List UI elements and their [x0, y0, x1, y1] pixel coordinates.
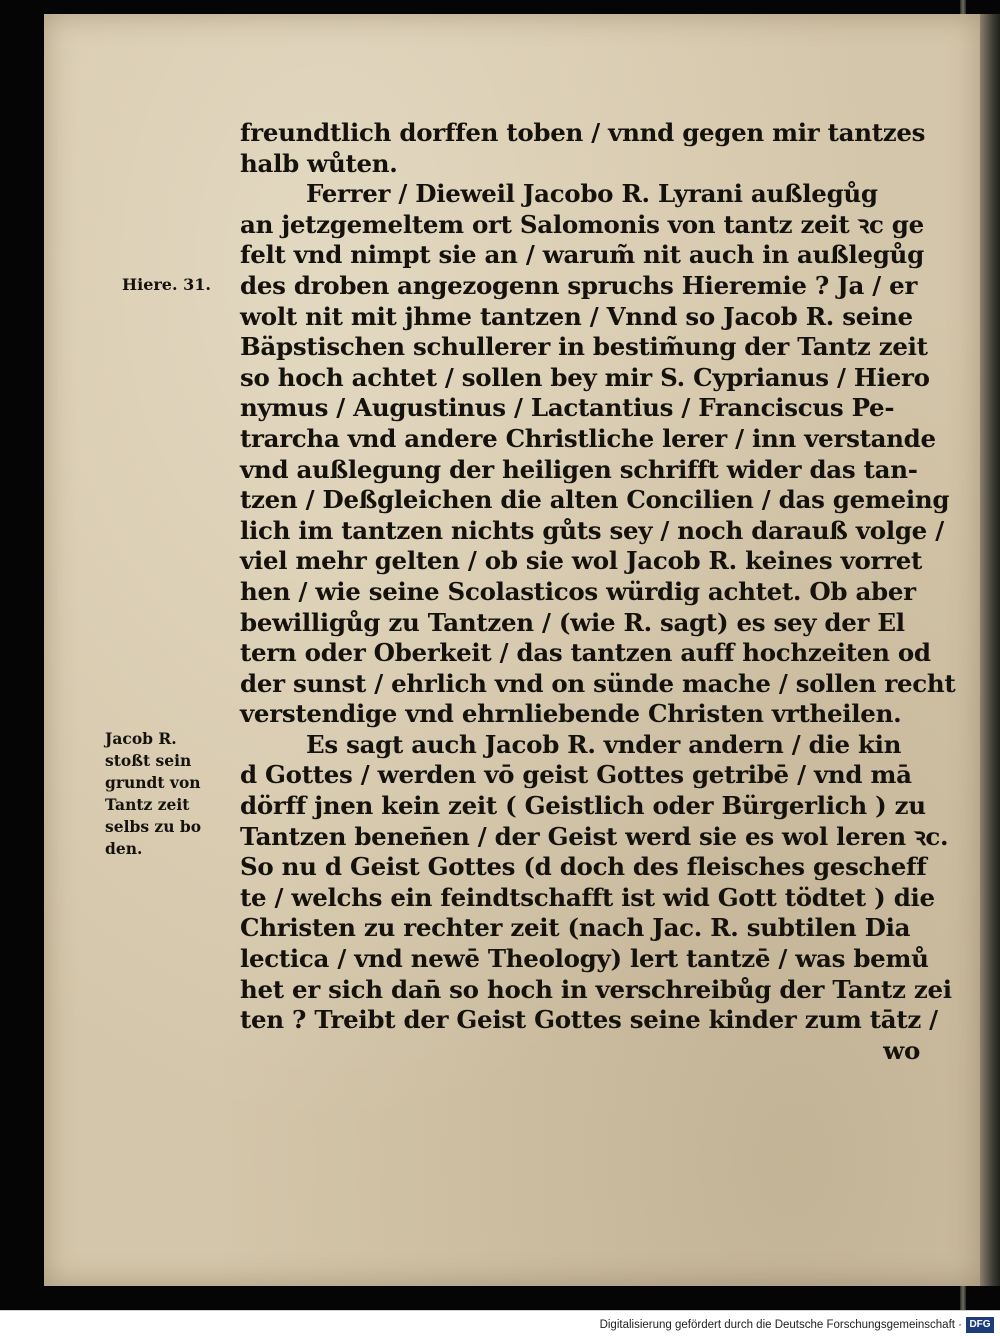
- margin-note-line: selbs zu bo: [105, 817, 202, 836]
- text-line: wolt nit mit jhme tantzen / Vnnd so Jacob R. seine: [240, 301, 913, 331]
- text-line: vnd außlegung der heiligen schrifft wider das tan-: [240, 454, 918, 484]
- margin-note-line: grundt von: [105, 773, 201, 792]
- footer-bar: [0, 1310, 1000, 1339]
- text-line: freundtlich dorffen toben / vnnd gegen mir tantzes: [240, 118, 926, 147]
- text-line: Bäpstischen schullerer in bestim̃ung der Tantz zeit: [240, 332, 928, 362]
- text-line: viel mehr gelten / ob sie wol Jacob R. keines vorret: [240, 546, 923, 576]
- text-line: tzen / Deßgleichen die alten Concilien / das gemeing: [240, 485, 950, 515]
- funding-credit: Digitalisierung gefördert durch die Deutsche Forschungsgemeinschaft ·: [599, 1319, 962, 1331]
- text-line: verstendige vnd ehrnliebende Christen vrtheilen.: [240, 699, 902, 729]
- text-line: bewilligůg zu Tantzen / (wie R. sagt) es sey der El: [240, 607, 905, 637]
- margin-note-gloss: [105, 728, 255, 860]
- text-line: trarcha vnd andere Christliche lerer / inn verstande: [240, 423, 936, 453]
- text-line: tern oder Oberkeit / das tantzen auff hochzeiten od: [240, 638, 931, 668]
- text-line: so hoch achtet / sollen bey mir S. Cyprianus / Hiero: [240, 362, 930, 392]
- text-line: So nu d Geist Gottes (d doch des fleisches gescheff: [240, 852, 927, 882]
- text-line: te / welchs ein feindtschafft ist wid Gott tödtet ) die: [240, 882, 935, 912]
- text-line: felt vnd nimpt sie an / warum̃ nit auch in außlegůg: [240, 240, 924, 270]
- margin-note-line: den.: [105, 839, 143, 858]
- catchword: wo: [883, 1035, 920, 1065]
- text-line: hen / wie seine Scolasticos würdig achtet. Ob aber: [240, 576, 916, 606]
- text-line: an jetzgemeltem ort Salomonis von tantz zeit ꝛc ge: [240, 209, 924, 239]
- margin-note-line: Jacob R.: [105, 729, 177, 748]
- text-line: Tantzen benen̄en / der Geist werd sie es wol leren ꝛc.: [240, 821, 949, 851]
- text-line: Es sagt auch Jacob R. vnder andern / die kin: [306, 729, 902, 759]
- text-line: halb wůten.: [240, 148, 398, 178]
- margin-note-reference: Hiere. 31.: [122, 275, 211, 294]
- text-line: ten ? Treibt der Geist Gottes seine kinder zum tātz /: [240, 1005, 938, 1035]
- text-line: lectica / vnd newē Theology) lert tantzē / was bemů: [240, 944, 929, 974]
- dfg-logo-icon: DFG: [966, 1317, 994, 1333]
- text-line: Christen zu rechter zeit (nach Jac. R. subtilen Dia: [240, 913, 911, 943]
- margin-note-line: Tantz zeit: [105, 795, 190, 814]
- text-line: der sunst / ehrlich vnd on sünde mache / sollen recht: [240, 668, 956, 698]
- margin-note-line: stoßt sein: [105, 751, 192, 770]
- body-text: [240, 118, 956, 1066]
- text-line: Ferrer / Dieweil Jacobo R. Lyrani außlegůg: [306, 179, 878, 209]
- text-line: het er sich dan̄ so hoch in verschreibůg der Tantz zei: [240, 974, 952, 1004]
- text-line: lich im tantzen nichts gůts sey / noch darauß volge /: [240, 515, 944, 545]
- text-line: dörff jnen kein zeit ( Geistlich oder Bürgerlich ) zu: [240, 791, 926, 821]
- text-line: nymus / Augustinus / Lactantius / Franciscus Pe-: [240, 393, 895, 423]
- text-line: des droben angezogenn spruchs Hieremie ? Ja / er: [240, 270, 918, 300]
- text-line: d Gottes / werden vō geist Gottes getribē / vnd mā: [240, 760, 912, 790]
